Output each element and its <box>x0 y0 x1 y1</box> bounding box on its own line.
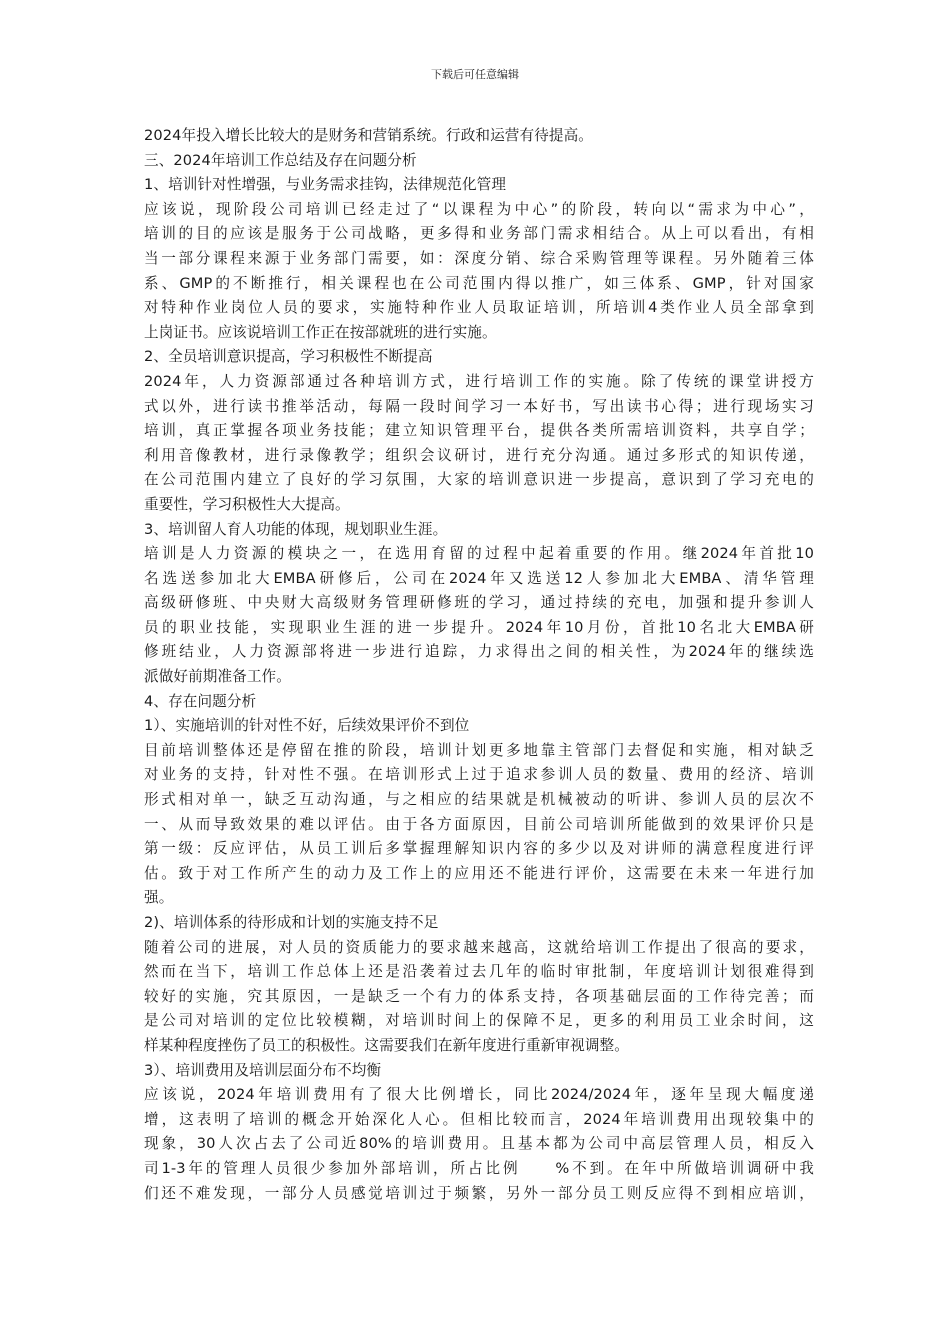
text-line: 是公司对培训的定位比较模糊，对培训时间上的保障不足，更多的利用员工业余时间，这 <box>144 1012 814 1030</box>
text-line: 名选送参加北大EMBA研修后，公司在2024年又选送12人参加北大EMBA、清华管理 <box>144 569 814 587</box>
text-line: 重要性，学习积极性大大提高。 <box>144 495 350 513</box>
text-line: 们还不难发现，一部分人员感觉培训过于频繁，另外一部分员工则反应得不到相应培训， <box>144 1184 814 1202</box>
text-line: 培训，真正掌握各项业务技能；建立知识管理平台，提供各类所需培训资料，共享自学； <box>144 422 814 440</box>
text-line: 式以外，进行读书推举活动，每隔一段时间学习一本好书，写出读书心得；进行现场实习 <box>144 397 814 415</box>
text-line: 增，这表明了培训的概念开始深化人心。但相比较而言，2024年培训费用出现较集中的 <box>144 1110 814 1128</box>
text-line: 应该说，现阶段公司培训已经走过了“以课程为中心”的阶段，转向以“需求为中心”， <box>144 200 814 218</box>
text-line: 上岗证书。应该说培训工作正在按部就班的进行实施。 <box>144 323 497 341</box>
text-line: 司1-3年的管理人员很少参加外部培训，所占比例 %不到。在年中所做培训调研中我 <box>144 1159 814 1177</box>
text-line: 2024年，人力资源部通过各种培训方式，进行培训工作的实施。除了传统的课堂讲授方 <box>144 372 814 390</box>
text-line: 利用音像教材，进行录像教学；组织会议研讨，进行充分沟通。通过多形式的知识传递， <box>144 446 814 464</box>
text-line: 派做好前期准备工作。 <box>144 668 291 686</box>
page-header: 下载后可任意编辑 <box>431 68 519 81</box>
document-body <box>144 124 814 1206</box>
text-line: 培训是人力资源的模块之一，在选用育留的过程中起着重要的作用。继2024年首批10 <box>144 545 814 563</box>
text-line: 3、培训留人育人功能的体现，规划职业生涯。 <box>144 520 448 538</box>
text-line: 当一部分课程来源于业务部门需要，如：深度分销、综合采购管理等课程。另外随着三体 <box>144 249 814 267</box>
text-line: 3）、培训费用及培训层面分布不均衡 <box>144 1061 382 1079</box>
text-line: 估。致于对工作所产生的动力及工作上的应用还不能进行评价，这需要在未来一年进行加 <box>144 864 814 882</box>
text-line: 强。 <box>144 889 174 907</box>
text-line: 培训的目的应该是服务于公司战略，更多得和业务部门需求相结合。从上可以看出，有相 <box>144 225 814 243</box>
text-line: 员的职业技能，实现职业生涯的进一步提升。2024年10月份，首批10名北大EMBA研 <box>144 618 814 636</box>
text-line: 然而在当下，培训工作总体上还是沿袭着过去几年的临时审批制，年度培训计划很难得到 <box>144 963 814 981</box>
text-line: 三、2024年培训工作总结及存在问题分析 <box>144 151 417 169</box>
text-line: 样某种程度挫伤了员工的积极性。这需要我们在新年度进行重新审视调整。 <box>144 1036 629 1054</box>
text-line: 形式相对单一，缺乏互动沟通，与之相应的结果就是机械被动的听讲、参训人员的层次不 <box>144 791 814 809</box>
text-line: 在公司范围内建立了良好的学习氛围，大家的培训意识进一步提高，意识到了学习充电的 <box>144 471 814 489</box>
text-line: 对特种作业岗位人员的要求，实施特种作业人员取证培训，所培训4类作业人员全部拿到 <box>144 299 814 317</box>
text-line: 目前培训整体还是停留在推的阶段，培训计划更多地靠主管部门去督促和实施，相对缺乏 <box>144 741 814 759</box>
text-line: 1、培训针对性增强，与业务需求挂钩，法律规范化管理 <box>144 176 507 194</box>
text-line: 对业务的支持，针对性不强。在培训形式上过于追求参训人员的数量、费用的经济、培训 <box>144 766 814 784</box>
text-line: 2024年投入增长比较大的是财务和营销系统。行政和运营有待提高。 <box>144 127 593 144</box>
text-line: 现象，30人次占去了公司近80%的培训费用。且基本都为公司中高层管理人员，相反入 <box>144 1135 814 1153</box>
text-line: 较好的实施，究其原因，一是缺乏一个有力的体系支持，各项基础层面的工作待完善；而 <box>144 987 814 1005</box>
text-line: 2、全员培训意识提高，学习积极性不断提高 <box>144 348 433 366</box>
text-line: 随着公司的进展，对人员的资质能力的要求越来越高，这就给培训工作提出了很高的要求， <box>144 938 814 956</box>
text-line: 修班结业，人力资源部将进一步进行追踪，力求得出之间的相关性，为2024年的继续选 <box>144 643 814 661</box>
text-line: 1）、实施培训的针对性不好，后续效果评价不到位 <box>144 717 470 735</box>
text-line: 4、存在问题分析 <box>144 692 257 710</box>
text-line: 系、GMP的不断推行，相关课程也在公司范围内得以推广，如三体系、GMP，针对国家 <box>144 274 814 292</box>
text-line: 应该说，2024年培训费用有了很大比例增长，同比2024/2024年，逐年呈现大幅度递 <box>144 1086 814 1104</box>
text-line: 第一级：反应评估，从员工训后多掌握理解知识内容的多少以及对讲师的满意程度进行评 <box>144 840 814 858</box>
text-line: 高级研修班、中央财大高级财务管理研修班的学习，通过持续的充电，加强和提升参训人 <box>144 594 814 612</box>
text-line: 2)、培训体系的待形成和计划的实施支持不足 <box>144 914 439 931</box>
text-line: 一、从而导致效果的难以评估。由于各方面原因，目前公司培训所能做到的效果评价只是 <box>144 815 814 833</box>
